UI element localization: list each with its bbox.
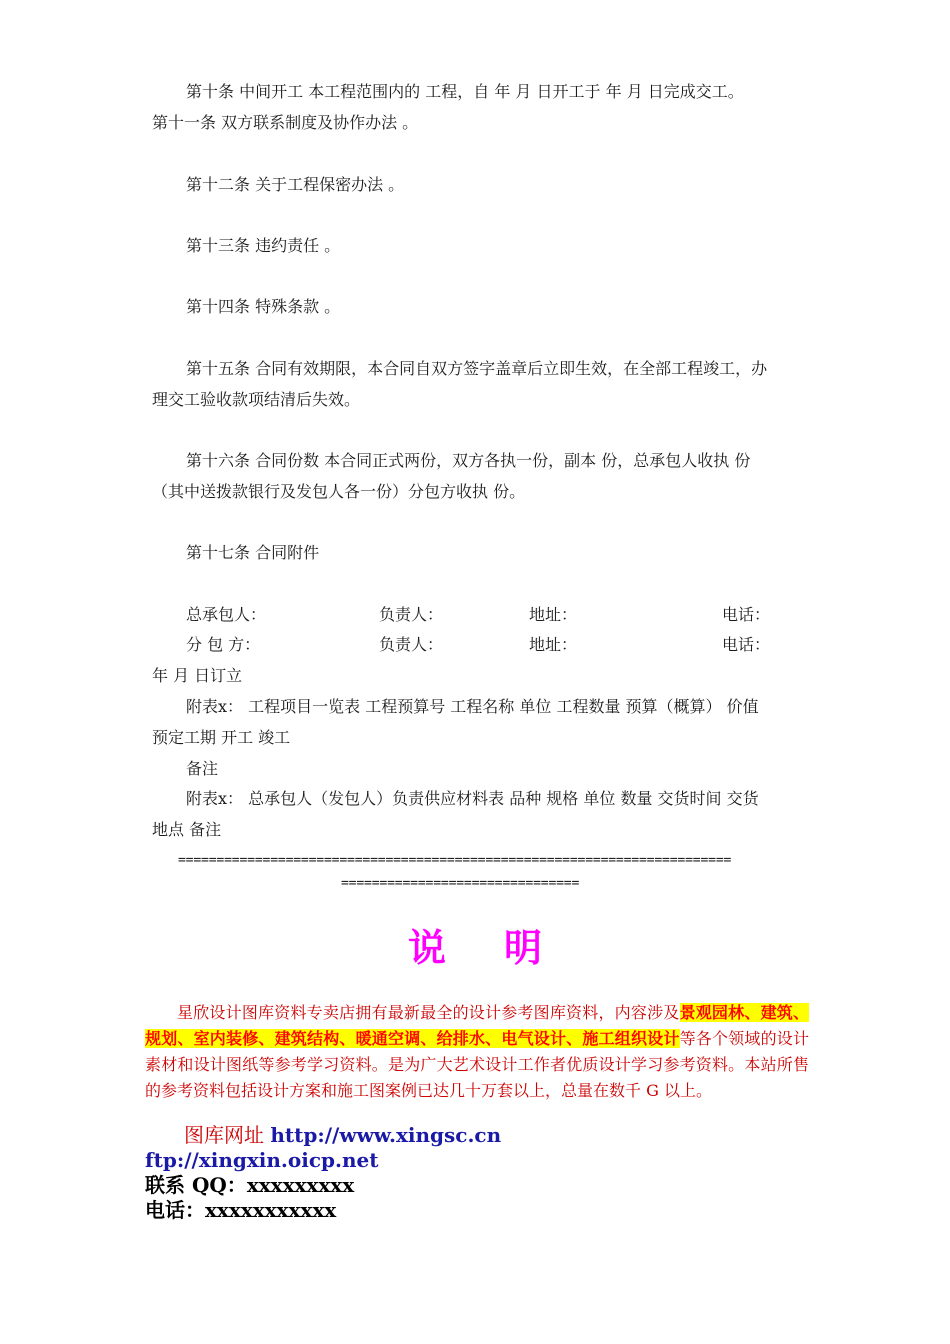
separator-line-2: =============================== (341, 876, 580, 891)
phone-value: xxxxxxxxxxx (205, 1198, 337, 1222)
site-row (184, 1123, 501, 1147)
appendix-1-line1: 附表x： 工程项目一览表 工程预算号 工程名称 单位 工程数量 预算（概算） 价值 (186, 697, 759, 716)
clause-10: 第十条 中间开工 本工程范围内的 工程，自 年 月 日开工于 年 月 日完成交工。 (186, 82, 744, 101)
sign-leader-1: 负责人： (379, 605, 444, 624)
sign-address-2: 地址： (529, 635, 578, 654)
clause-16-line2: （其中送拨款银行及发包人各一份）分包方收执 份。 (152, 482, 526, 501)
sign-phone-1: 电话： (722, 605, 771, 624)
notice-title (0, 926, 950, 970)
appendix-1-line2: 预定工期 开工 竣工 (152, 728, 291, 747)
notice-text-after: 等各个领域的设计素材和设计图纸等参考学习资料。是为广大艺术设计工作者优质设计学习参考资料。本站所售的参考资料包括设计方案和施工图案例已达几十万套以上，总量在数千 G 以上。 (145, 1029, 809, 1100)
separator-line-1: ======================================================================== (178, 853, 732, 868)
ftp-link[interactable]: ftp://xingxin.oicp.net (145, 1148, 379, 1172)
qq-label: 联系 QQ： (145, 1173, 247, 1197)
notice-title-char-1: 说 (407, 926, 446, 970)
clause-16-line1: 第十六条 合同份数 本合同正式两份，双方各执一份，副本 份，总承包人收执 份 (186, 451, 751, 470)
site-label: 图库网址 (184, 1123, 264, 1147)
sign-leader-2: 负责人： (379, 635, 444, 654)
clause-15-line1: 第十五条 合同有效期限，本合同自双方签字盖章后立即生效，在全部工程竣工，办 (186, 359, 768, 378)
sign-address-1: 地址： (529, 605, 578, 624)
clause-17: 第十七条 合同附件 (186, 543, 320, 562)
sign-phone-2: 电话： (722, 635, 771, 654)
clause-13: 第十三条 违约责任 。 (186, 236, 341, 255)
site-link[interactable]: http://www.xingsc.cn (270, 1123, 502, 1147)
notice-description (145, 1000, 809, 1104)
qq-row (145, 1173, 354, 1197)
sign-party-1: 总承包人： (186, 605, 267, 624)
clause-11: 第十一条 双方联系制度及协作办法 。 (152, 113, 419, 132)
sign-party-2: 分 包 方： (186, 635, 261, 654)
qq-value: xxxxxxxxx (246, 1173, 355, 1197)
phone-row (145, 1198, 336, 1222)
appendix-1-line3: 备注 (186, 759, 219, 778)
appendix-2-line2: 地点 备注 (152, 820, 222, 839)
clause-15-line2: 理交工验收款项结清后失效。 (152, 390, 361, 409)
notice-text-before: 星欣设计图库资料专卖店拥有最新最全的设计参考图库资料，内容涉及 (177, 1003, 680, 1022)
appendix-2-line1: 附表x： 总承包人（发包人）负责供应材料表 品种 规格 单位 数量 交货时间 交货 (186, 789, 759, 808)
notice-title-char-2: 明 (504, 926, 543, 970)
ftp-row (145, 1148, 378, 1172)
clause-14: 第十四条 特殊条款 。 (186, 297, 341, 316)
notice-text-highlight: 景观园林、建筑、规划、室内装修、建筑结构、暖通空调、给排水、电气设计、施工组织设计 (145, 1003, 809, 1048)
phone-label: 电话： (145, 1198, 205, 1222)
clause-12: 第十二条 关于工程保密办法 。 (186, 175, 405, 194)
sign-date: 年 月 日订立 (152, 666, 243, 685)
